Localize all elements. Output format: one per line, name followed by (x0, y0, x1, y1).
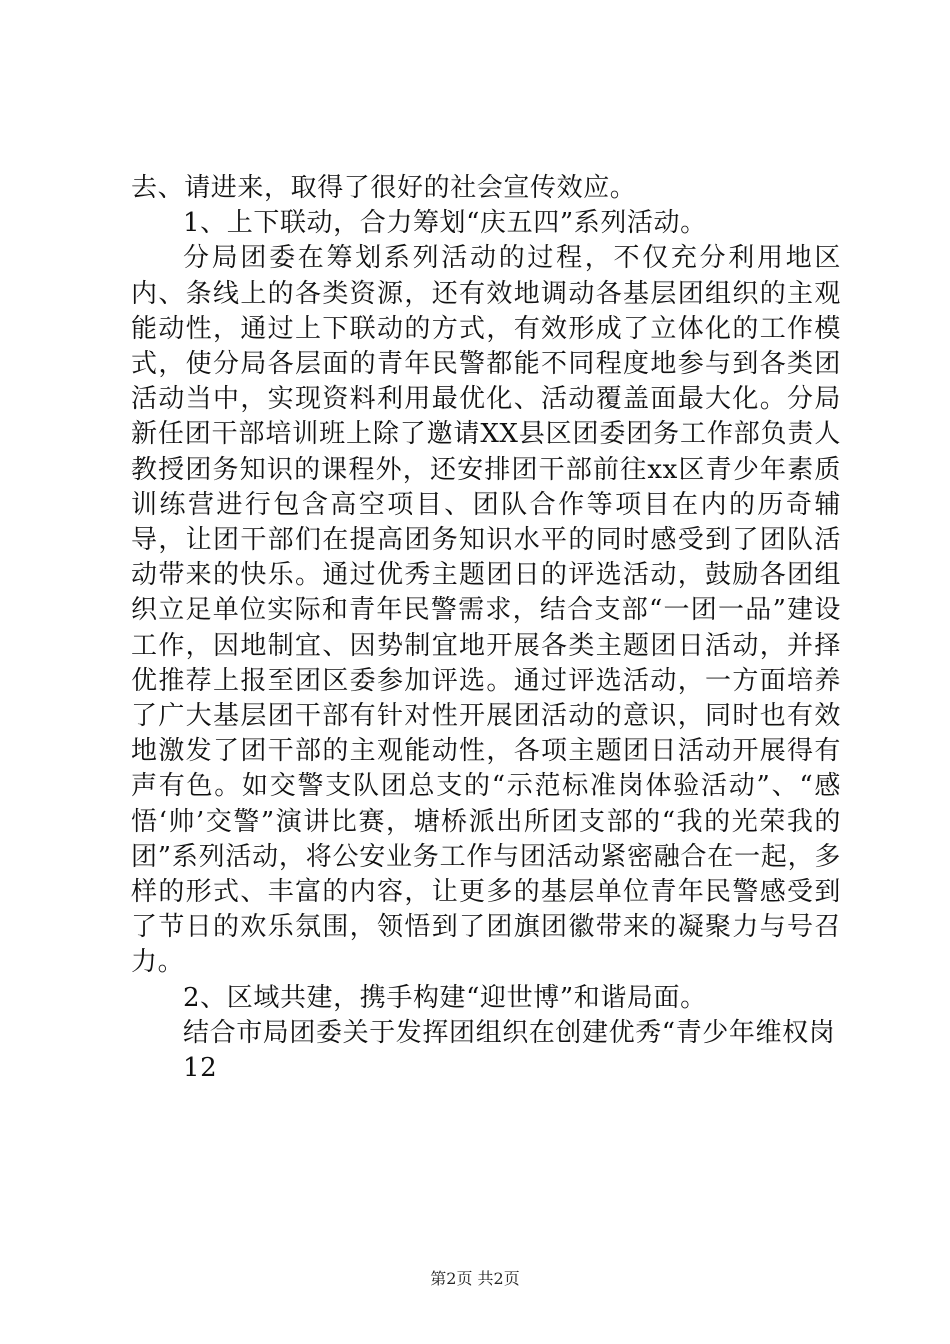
section-heading-1: 1、上下联动，合力筹划“庆五四”系列活动。 (183, 208, 707, 239)
paragraph-fragment: 12 (183, 1053, 218, 1084)
paragraph-body: 分局团委在筹划系列活动的过程，不仅充分利用地区内、条线上的各类资源，还有效地调动各基层团组织的主观能动性，通过上下联动的方式，有效形成了立体化的工作模式，使分局各层面的青年民警都能不同程度地参与到各类团活动当中，实现资料利用最优化、活动覆盖面最大化。分局新任团干部培训班上除了邀请XX县区团委团务工作部负责人教授团务知识的课程外，还安排团干部前往xx区青少年素质训练营进行包含高空项目、团队合作等项目在内的历奇辅导，让团干部们在提高团务知识水平的同时感受到了团队活动带来的快乐。通过优秀主题团日的评选活动，鼓励各团组织立足单位实际和青年民警需求，结合支部“一团一品”建设工作，因地制宜、因势制宜地开展各类主题团日活动，并择优推荐上报至团区委参加评选。通过评选活动，一方面培养了广大基层团干部有针对性开展团活动的意识，同时也有效地激发了团干部的主观能动性，各项主题团日活动开展得有声有色。如交警支队团总支的“示范标准岗体验活动”、“感悟‘帅’交警”演讲比赛，塘桥派出所团支部的“我的光荣我的团”系列活动，将公安业务工作与团活动紧密融合在一起，多样的形式、丰富的内容，让更多的基层单位青年民警感受到了节日的欢乐氛围，领悟到了团旗团徽带来的凝聚力与号召力。 (131, 243, 841, 978)
paragraph-continuation: 去、请进来，取得了很好的社会宣传效应。 (131, 173, 637, 203)
page-number: 第2页 共2页 (430, 1269, 520, 1288)
paragraph-truncated: 结合市局团委关于发挥团组织在创建优秀“青少年维权岗 (183, 1017, 836, 1048)
document-body (131, 171, 841, 1086)
section-heading-2: 2、区域共建，携手构建“迎世博”和谐局面。 (183, 982, 707, 1013)
